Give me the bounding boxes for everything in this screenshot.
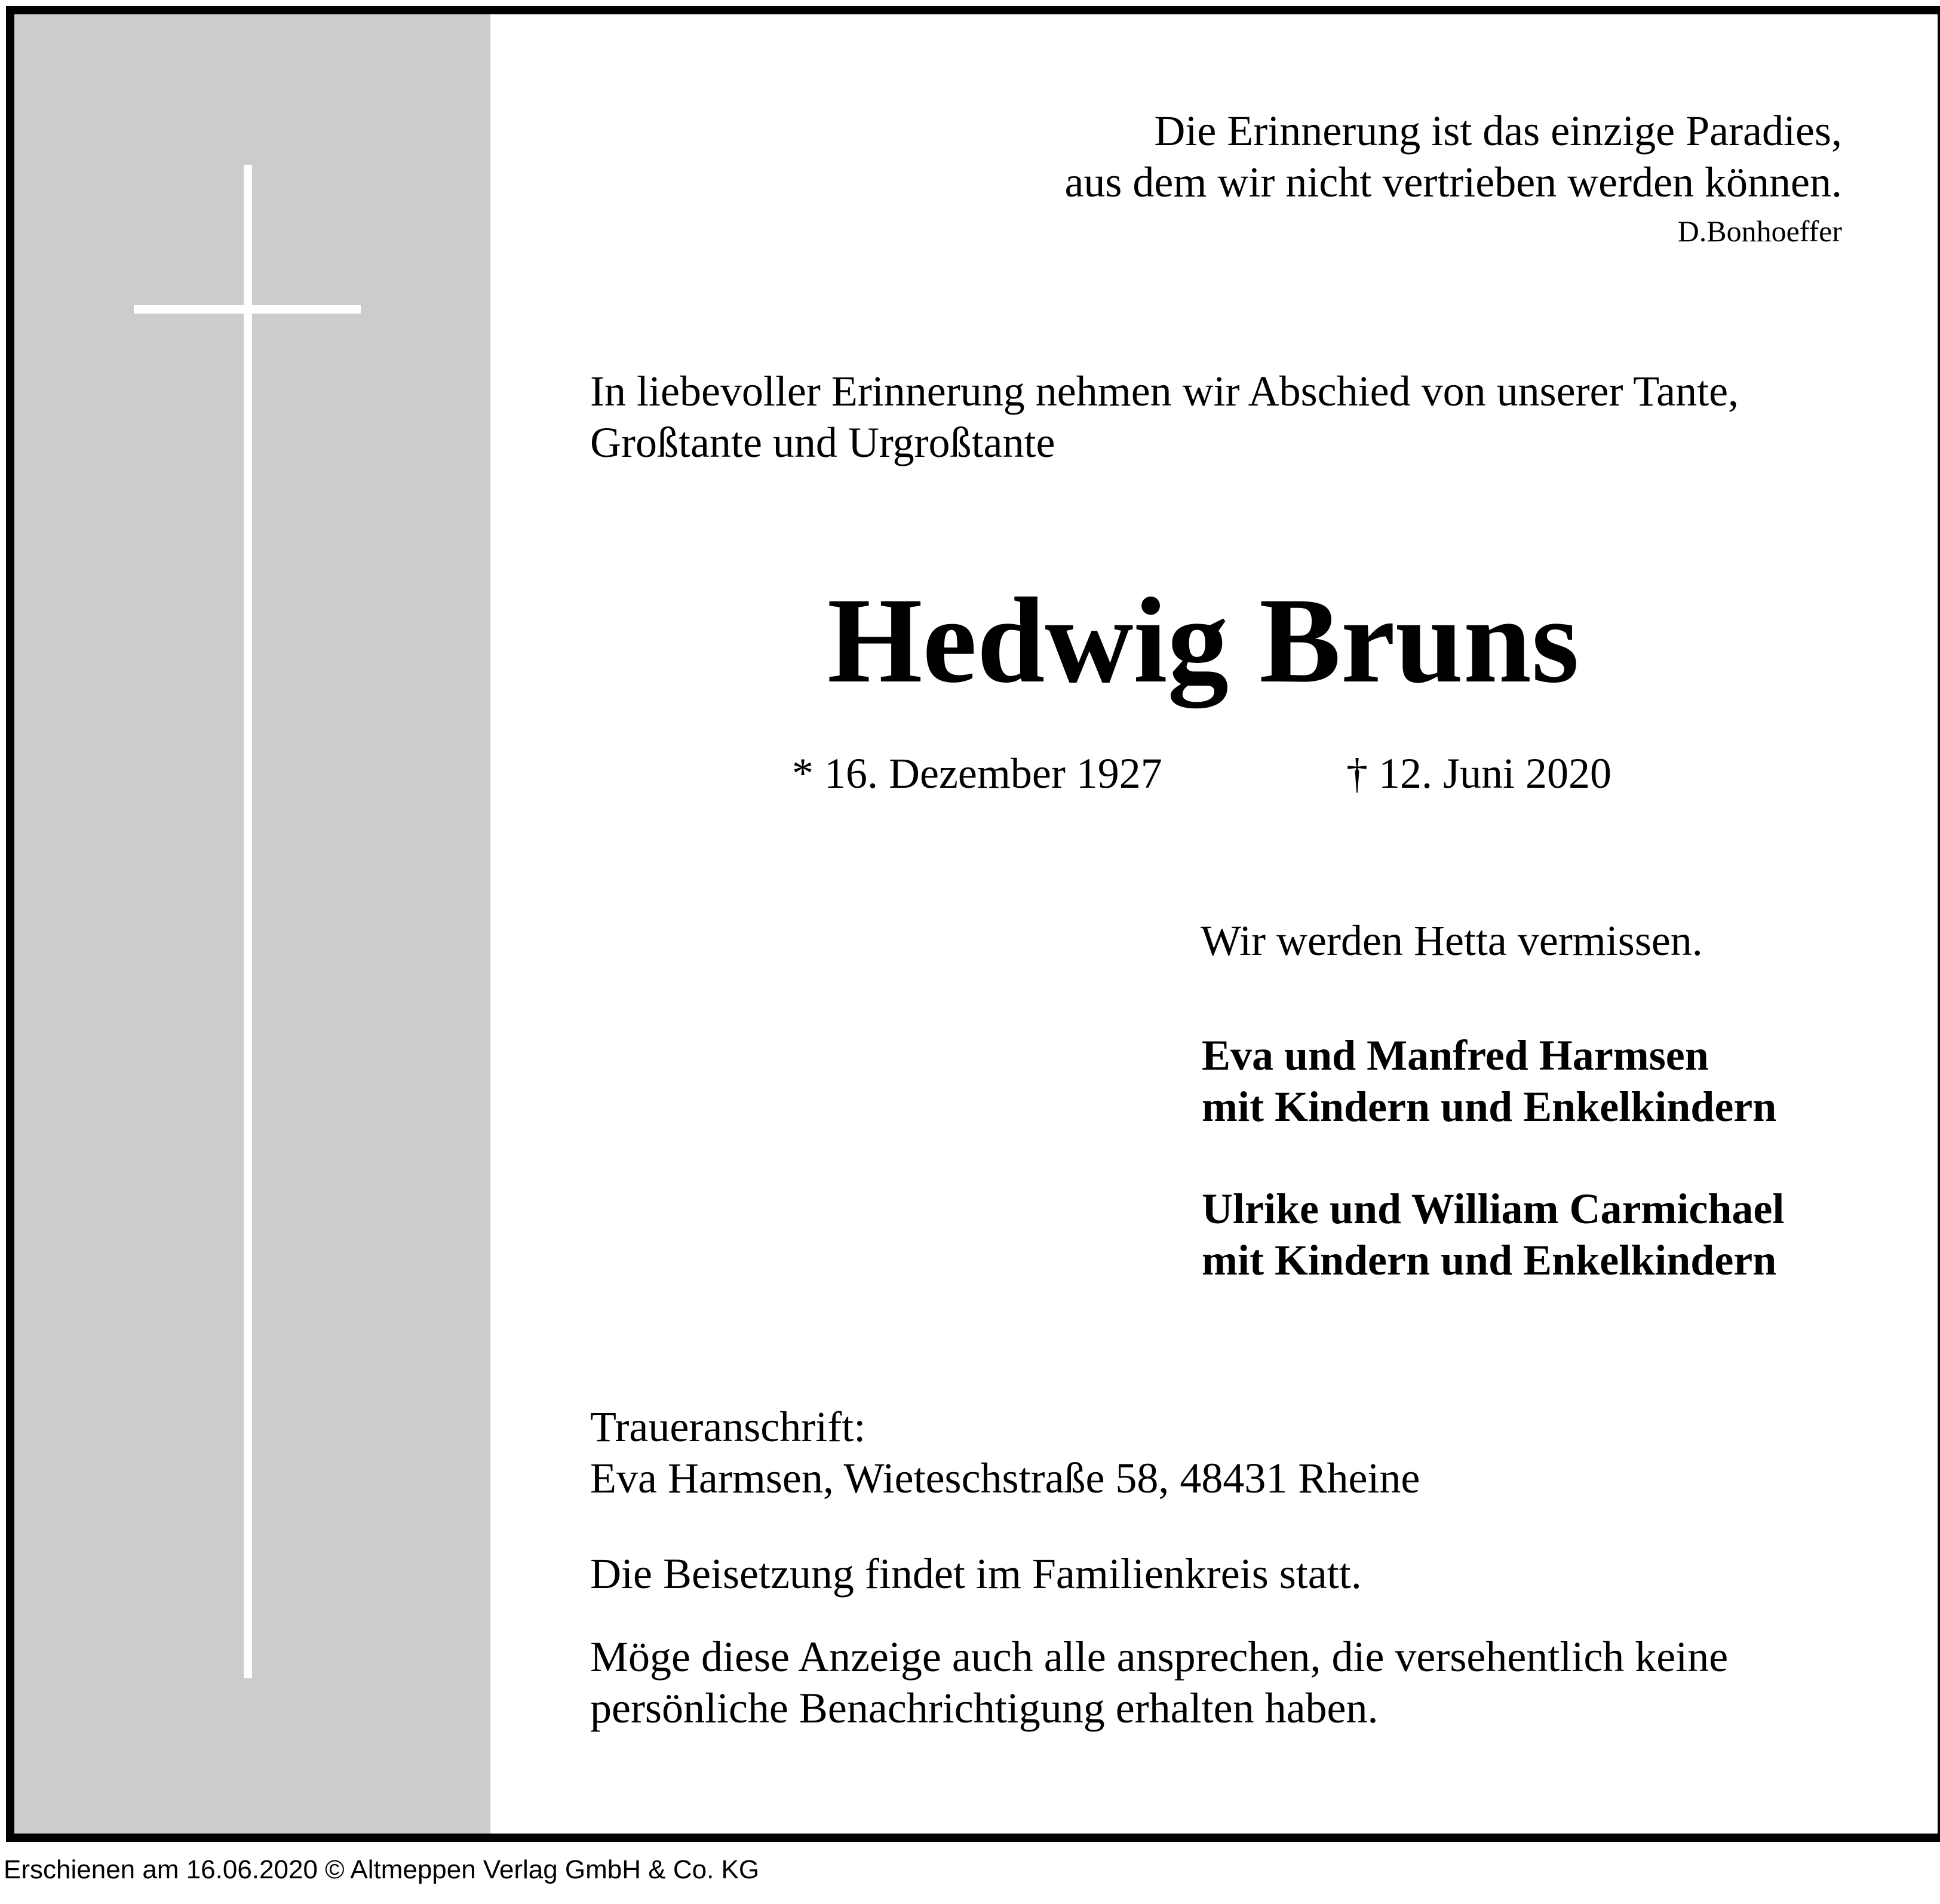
- cross-icon-crossbar: [134, 305, 361, 314]
- intro-line-1: In liebevoller Erinnerung nehmen wir Abschied von unserer Tante,: [590, 367, 1739, 415]
- address-label: Traueranschrift:: [590, 1403, 866, 1451]
- quote-line-2: aus dem wir nicht vertrieben werden können.: [1064, 158, 1842, 206]
- publication-footer: Erschienen am 16.06.2020 © Altmeppen Verlag GmbH & Co. KG: [4, 1855, 760, 1884]
- side-panel: [14, 14, 490, 1834]
- quote-author: D.Bonhoeffer: [1677, 214, 1842, 248]
- intro-line-2: Großtante und Urgroßtante: [590, 419, 1055, 466]
- burial-note: Die Beisetzung findet im Familienkreis statt.: [590, 1550, 1362, 1598]
- mourner-family: mit Kindern und Enkelkindern: [1202, 1083, 1777, 1131]
- mourner-name: Ulrike und William Carmichael: [1202, 1185, 1785, 1233]
- birth-date: * 16. Dezember 1927: [792, 750, 1162, 797]
- quote-line-1: Die Erinnerung ist das einzige Paradies,: [1154, 107, 1842, 155]
- death-date: † 12. Juni 2020: [1346, 750, 1612, 797]
- notice-line-1: Möge diese Anzeige auch alle ansprechen, die versehentlich keine: [590, 1633, 1729, 1681]
- notice-line-2: persönliche Benachrichtigung erhalten haben.: [590, 1684, 1379, 1732]
- closing-line: Wir werden Hetta vermissen.: [1201, 917, 1703, 965]
- deceased-name: Hedwig Bruns: [827, 573, 1579, 708]
- mourner-family: mit Kindern und Enkelkindern: [1202, 1236, 1777, 1284]
- mourner-name: Eva und Manfred Harmsen: [1202, 1031, 1709, 1079]
- obituary-frame: [6, 6, 1940, 1842]
- cross-icon: [244, 165, 252, 1678]
- address-line: Eva Harmsen, Wieteschstraße 58, 48431 Rheine: [590, 1454, 1420, 1502]
